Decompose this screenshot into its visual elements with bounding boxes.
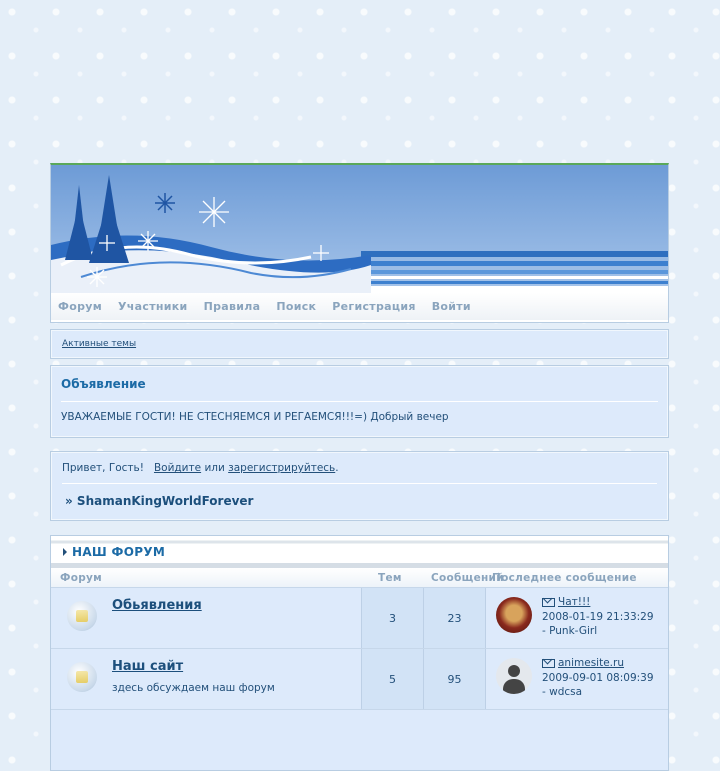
last-post-user: - Punk-Girl	[542, 625, 598, 637]
nav-register[interactable]: Регистрация	[332, 300, 416, 313]
period-text: .	[335, 462, 339, 474]
announcement-box	[50, 365, 669, 438]
new-message-icon[interactable]	[542, 598, 555, 607]
last-post-cell	[485, 649, 670, 709]
welcome-box	[50, 451, 669, 521]
category-header[interactable]	[51, 536, 668, 568]
last-post-cell	[485, 588, 670, 648]
new-message-icon[interactable]	[542, 659, 555, 668]
default-avatar-icon[interactable]	[496, 658, 532, 694]
col-forum: Форум	[60, 571, 103, 584]
topics-count: 5	[361, 649, 423, 709]
last-post-date: 2008-01-19 21:33:29	[542, 611, 654, 623]
col-posts: Сообщений	[431, 571, 504, 584]
category-title[interactable]: НАШ ФОРУМ	[72, 545, 166, 559]
last-post-topic	[542, 596, 590, 608]
posts-count: 95	[423, 649, 485, 709]
forum-row	[51, 587, 668, 648]
user-avatar[interactable]	[496, 597, 532, 633]
forum-row	[51, 648, 668, 709]
forum-header	[50, 163, 669, 323]
last-post-date: 2009-09-01 08:09:39	[542, 672, 654, 684]
nav-search[interactable]: Поиск	[276, 300, 317, 313]
welcome-line	[62, 452, 657, 474]
forum-category	[50, 535, 669, 771]
col-topics: Тем	[378, 571, 402, 584]
divider	[61, 401, 658, 402]
announcement-title: Объявление	[61, 377, 146, 391]
column-headers	[51, 568, 668, 587]
nav-rules[interactable]: Правила	[203, 300, 261, 313]
posts-count: 23	[423, 588, 485, 648]
forum-folder-icon	[67, 601, 97, 631]
forum-row-partial	[51, 709, 668, 770]
forum-link[interactable]: Обьявления	[112, 598, 202, 613]
header-banner	[51, 165, 668, 293]
forum-folder-icon	[67, 662, 97, 692]
expand-arrow-icon[interactable]	[63, 548, 67, 556]
login-link[interactable]: Войдите	[153, 462, 202, 474]
col-last-post: Последнее сообщение	[492, 571, 637, 584]
nav-login[interactable]: Войти	[431, 300, 471, 313]
forum-link[interactable]: Наш сайт	[112, 659, 184, 674]
greeting-text: Привет, Гость!	[62, 462, 144, 474]
last-post-user: - wdcsa	[542, 686, 583, 698]
nav-forum[interactable]: Форум	[58, 300, 103, 313]
forum-description: здесь обсуждаем наш форум	[112, 682, 275, 694]
or-text: или	[204, 462, 225, 474]
active-topics-bar	[50, 329, 669, 359]
forum-cell	[51, 649, 361, 709]
nav-members[interactable]: Участники	[118, 300, 188, 313]
active-topics-link[interactable]: Активные темы	[62, 339, 137, 349]
topics-count: 3	[361, 588, 423, 648]
page-wrap	[50, 163, 669, 771]
last-post-link[interactable]: Чат!!!	[558, 596, 591, 608]
register-link[interactable]: зарегистрируйтесь	[228, 462, 336, 474]
forum-cell	[51, 588, 361, 648]
last-post-link[interactable]: animesite.ru	[558, 657, 624, 669]
last-post-topic	[542, 657, 624, 669]
winter-banner-image	[51, 165, 668, 293]
divider	[62, 483, 657, 484]
announcement-text: УВАЖАЕМЫЕ ГОСТИ! НЕ СТЕСНЯЕМСЯ И РЕГАЕМСЯ!!!=) Добрый вечер	[61, 411, 449, 423]
main-nav	[51, 293, 668, 320]
board-title: » ShamanKingWorldForever	[65, 494, 254, 508]
